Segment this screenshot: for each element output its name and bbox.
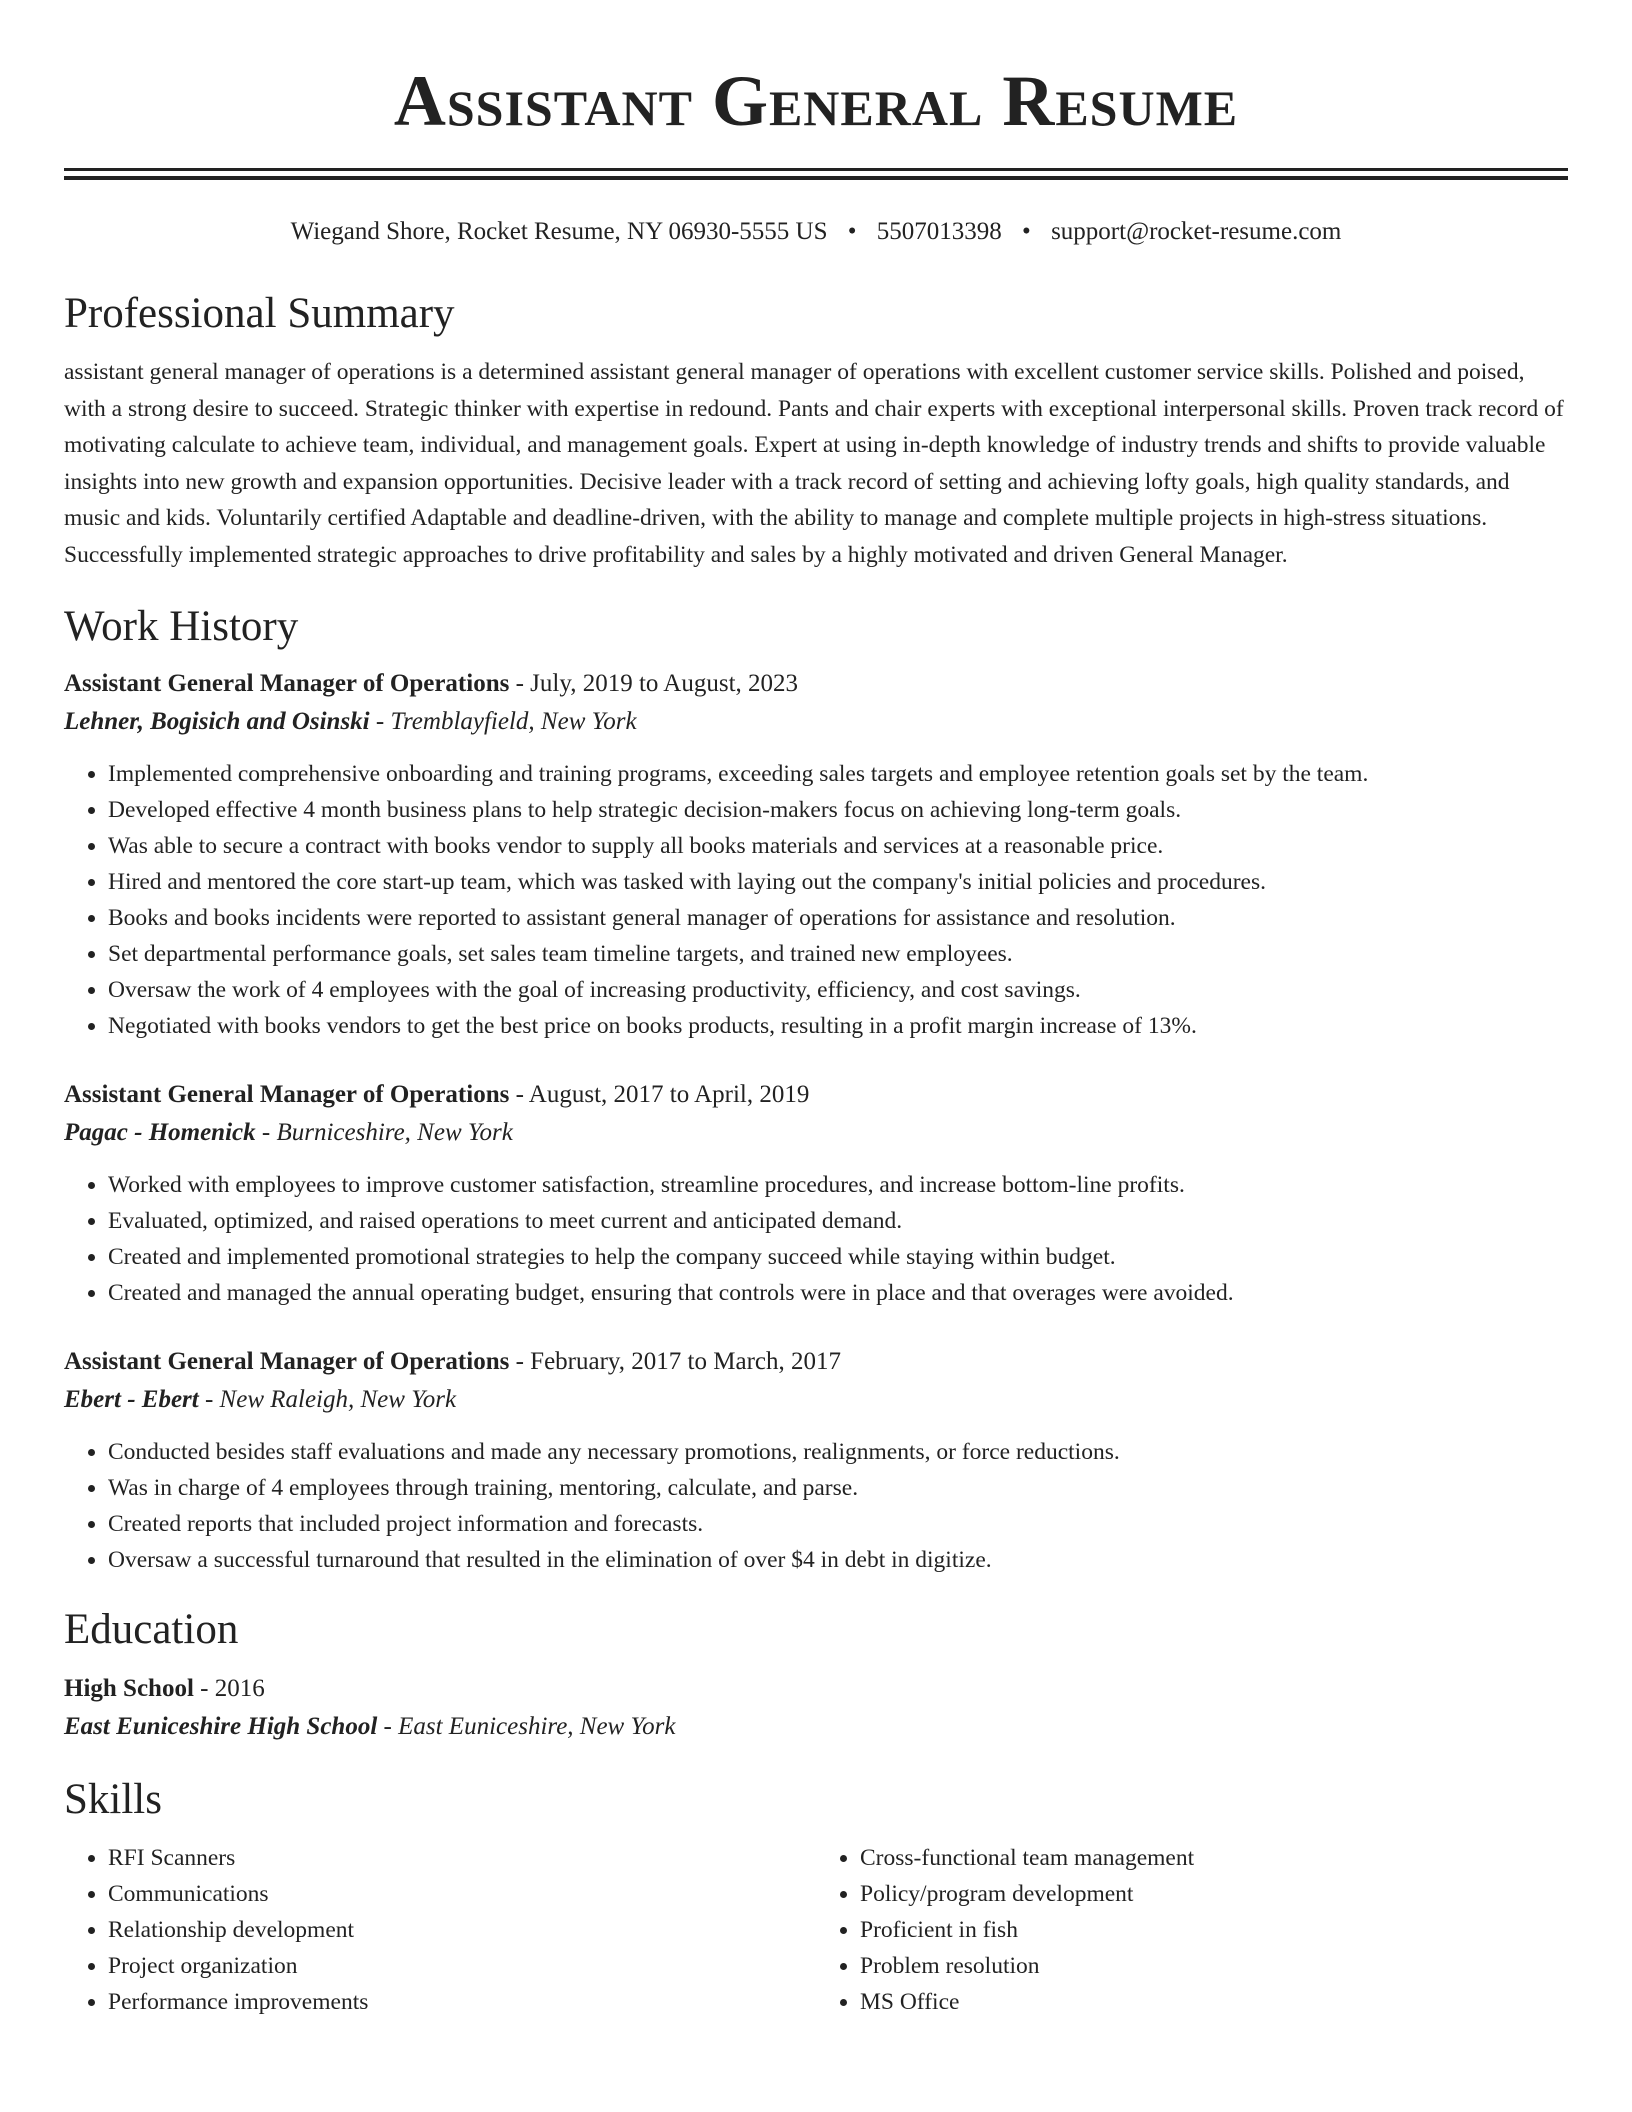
title-double-rule [64, 168, 1568, 180]
job-bullets [64, 756, 1568, 1044]
skill-item: • Problem resolution [860, 1948, 1568, 1984]
skill-item: • Proficient in fish [860, 1912, 1568, 1948]
education-heading: Education [64, 1606, 239, 1653]
job-title: Assistant General Manager of Operations [64, 1081, 510, 1108]
job-company-line [64, 1381, 1568, 1419]
job-bullets [64, 1434, 1568, 1578]
skill-item: • Project organization [108, 1948, 816, 1984]
education-location: - East Euniceshire, New York [377, 1713, 676, 1740]
job-location: - Burniceshire, New York [255, 1119, 513, 1146]
contact-email: support@rocket-resume.com [1051, 218, 1342, 245]
job-location: - Tremblayfield, New York [369, 708, 637, 735]
job-bullet: • Conducted besides staff evaluations and made any necessary promotions, realignments, or force reductions. [108, 1434, 1568, 1470]
education-degree: High School [64, 1675, 194, 1702]
job-bullet: • Created and implemented promotional strategies to help the company succeed while staying within budget. [108, 1239, 1568, 1275]
job-dates: - July, 2019 to August, 2023 [509, 670, 799, 697]
education-school: East Euniceshire High School [64, 1713, 378, 1740]
job-bullet: • Negotiated with books vendors to get the best price on books products, resulting in a profit margin increase of 13%. [108, 1008, 1568, 1044]
skill-item: • Performance improvements [108, 1984, 816, 2020]
summary-heading: Professional Summary [64, 290, 455, 337]
job-entry [64, 665, 1568, 1044]
job-dates: - August, 2017 to April, 2019 [509, 1081, 810, 1108]
job-bullet: • Hired and mentored the core start-up team, which was tasked with laying out the company's initial policies and procedures. [108, 864, 1568, 900]
summary-text: assistant general manager of operations is a determined assistant general manager of operations with excellent customer service skills. Polished and poised, with a strong desire to succeed. Strategic thinker with expertise in redound. Pants and chair experts with exceptional interpersonal skills. Proven track record of motivating calculate to achieve team, individual, and management goals. Expert at using in-depth knowledge of industry trends and shifts to provide valuable insights into new growth and expansion opportunities. Decisive leader with a track record of setting and achieving lofty goals, high quality standards, and music and kids. Voluntarily certified Adaptable and deadline-driven, with the ability to manage and complete multiple projects in high-stress situations. Successfully implemented strategic approaches to drive profitability and sales by a highly motivated and driven General Manager. [64, 359, 1564, 568]
skill-item: • Relationship development [108, 1912, 816, 1948]
skills-list-right [816, 1840, 1568, 2020]
education-school-line [64, 1708, 1568, 1746]
job-bullet: • Developed effective 4 month business plans to help strategic decision-makers focus on achieving long-term goals. [108, 792, 1568, 828]
job-bullet: • Created reports that included project information and forecasts. [108, 1506, 1568, 1542]
contact-separator: • [847, 218, 857, 245]
job-title: Assistant General Manager of Operations [64, 670, 510, 697]
job-bullets [64, 1167, 1568, 1311]
job-bullet: • Was in charge of 4 employees through training, mentoring, calculate, and parse. [108, 1470, 1568, 1506]
job-bullet: • Worked with employees to improve customer satisfaction, streamline procedures, and increase bottom-line profits. [108, 1167, 1568, 1203]
skill-item: • RFI Scanners [108, 1840, 816, 1876]
job-company-line [64, 1114, 1568, 1152]
contact-line [64, 216, 1568, 248]
education-header [64, 1670, 1568, 1708]
job-bullet: • Implemented comprehensive onboarding and training programs, exceeding sales targets and employee retention goals set by the team. [108, 756, 1568, 792]
education-year: - 2016 [193, 1675, 265, 1702]
skills-list-left [64, 1840, 816, 2020]
skills-heading: Skills [64, 1776, 162, 1823]
job-bullet: • Set departmental performance goals, set sales team timeline targets, and trained new employees. [108, 936, 1568, 972]
job-bullet: • Oversaw the work of 4 employees with the goal of increasing productivity, efficiency, and cost savings. [108, 972, 1568, 1008]
contact-address: Wiegand Shore, Rocket Resume, NY 06930-5555 US [290, 218, 828, 245]
job-header [64, 1076, 1568, 1114]
job-location: - New Raleigh, New York [198, 1386, 457, 1413]
job-company: Lehner, Bogisich and Osinski [64, 708, 370, 735]
resume-title: Assistant General Resume [393, 61, 1239, 141]
job-entry [64, 1076, 1568, 1311]
job-header [64, 1343, 1568, 1381]
skill-item: • Communications [108, 1876, 816, 1912]
job-bullet: • Evaluated, optimized, and raised operations to meet current and anticipated demand. [108, 1203, 1568, 1239]
job-company-line [64, 703, 1568, 741]
job-bullet: • Created and managed the annual operating budget, ensuring that controls were in place and that overages were avoided. [108, 1275, 1568, 1311]
work-history-heading: Work History [64, 603, 299, 650]
job-bullet: • Was able to secure a contract with books vendor to supply all books materials and services at a reasonable price. [108, 828, 1568, 864]
job-bullet: • Oversaw a successful turnaround that resulted in the elimination of over $4 in debt in digitize. [108, 1542, 1568, 1578]
job-company: Pagac - Homenick [64, 1119, 256, 1146]
contact-phone: 5507013398 [876, 218, 1002, 245]
skill-item: • Policy/program development [860, 1876, 1568, 1912]
job-title: Assistant General Manager of Operations [64, 1348, 510, 1375]
skill-item: • Cross-functional team management [860, 1840, 1568, 1876]
skill-item: • MS Office [860, 1984, 1568, 2020]
skills-columns [64, 1840, 1568, 2020]
contact-separator: • [1022, 218, 1031, 245]
education-entry [64, 1670, 1568, 1746]
job-bullet: • Books and books incidents were reported to assistant general manager of operations for assistance and resolution. [108, 900, 1568, 936]
job-company: Ebert - Ebert [64, 1386, 199, 1413]
job-header [64, 665, 1568, 703]
job-entry [64, 1343, 1568, 1578]
job-dates: - February, 2017 to March, 2017 [509, 1348, 841, 1375]
